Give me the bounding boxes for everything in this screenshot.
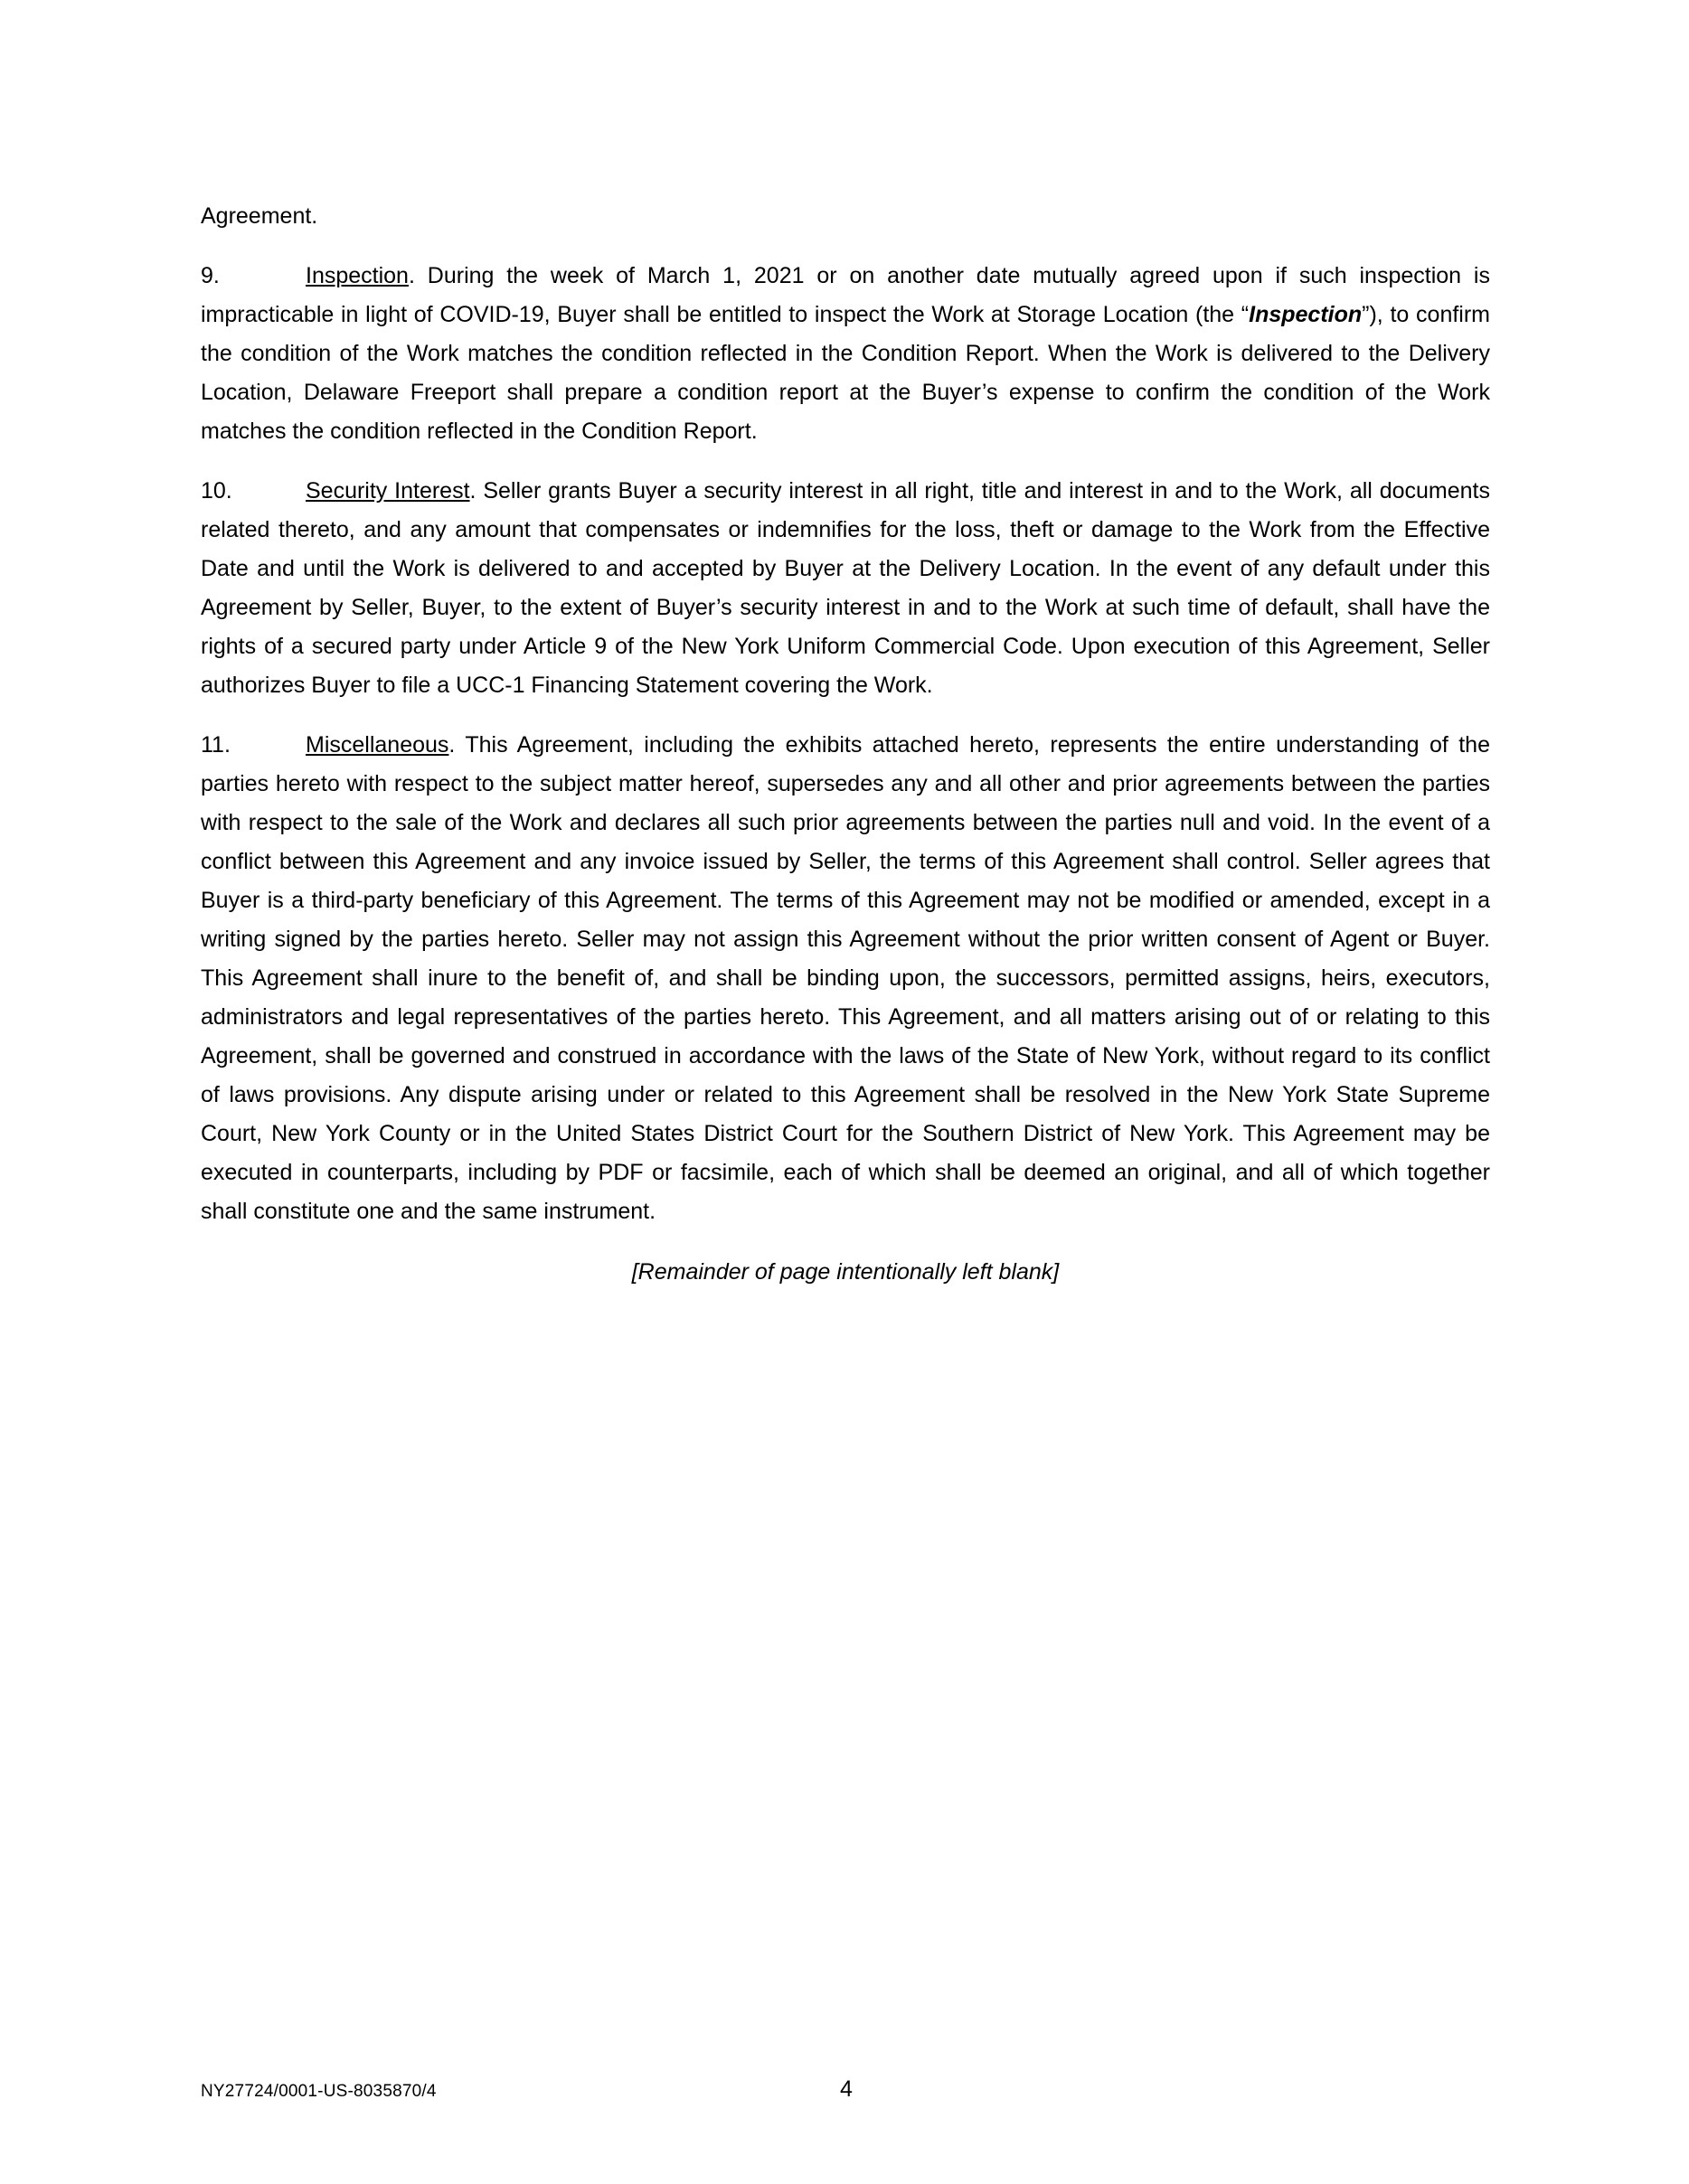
- footer-page-number: 4: [840, 2076, 853, 2102]
- text-segment: Miscellaneous: [306, 732, 449, 758]
- page-footer: [201, 2076, 1492, 2113]
- text-segment: . Seller grants Buyer a security interest in all right, title and interest in and to the Work, all documents related thereto, and any amount that compensates or indemnifies for the loss, theft or damage to the Work from the Effective Date and until the Work is delivered to and accepted by Buyer at the Delivery Location. In the event of any default under this Agreement by Seller, Buyer, to the extent of Buyer’s security interest in and to the Work at such time of default, shall have the rights of a secured party under Article 9 of the New York Uniform Commercial Code. Upon execution of this Agreement, Seller authorizes Buyer to file a UCC-1 Financing Statement covering the Work.: [201, 478, 1490, 698]
- section-paragraph: [201, 472, 1490, 705]
- text-segment: . During the week of March 1, 2021 or on another date mutually agreed upon if such inspection is impracticable in light of COVID-19, Buyer shall be entitled to inspect the Work at Storage Location (the “: [201, 263, 1490, 327]
- section-number: 10.: [201, 478, 232, 504]
- section-number: 9.: [201, 263, 220, 288]
- intro-line: Agreement.: [201, 203, 318, 229]
- section-paragraph: [201, 257, 1490, 451]
- text-segment: Inspection: [1249, 302, 1363, 327]
- text-segment: Security Interest: [306, 478, 470, 504]
- sections: [201, 257, 1490, 1231]
- text-segment: . This Agreement, including the exhibits attached hereto, represents the entire understanding of the parties hereto with respect to the subject matter hereof, supersedes any and all other and prior agreements between the parties with respect to the sale of the Work and declares all such prior agreements between the parties null and void. In the event of a conflict between this Agreement and any invoice issued by Seller, the terms of this Agreement shall control. Seller agrees that Buyer is a third-party beneficiary of this Agreement. The terms of this Agreement may not be modified or amended, except in a writing signed by the parties hereto. Seller may not assign this Agreement without the prior written consent of Agent or Buyer. This Agreement shall inure to the benefit of, and shall be binding upon, the successors, permitted assigns, heirs, executors, administrators and legal representatives of the parties hereto. This Agreement, and all matters arising out of or relating to this Agreement, shall be governed and construed in accordance with the laws of the State of New York, without regard to its conflict of laws provisions. Any dispute arising under or related to this Agreement shall be resolved in the New York State Supreme Court, New York County or in the United States District Court for the Southern District of New York. This Agreement may be executed in counterparts, including by PDF or facsimile, each of which shall be deemed an original, and all of which together shall constitute one and the same instrument.: [201, 732, 1490, 1224]
- text-segment: Inspection: [306, 263, 409, 288]
- section-paragraph: [201, 726, 1490, 1231]
- section-number: 11.: [201, 732, 231, 758]
- remainder-note: [Remainder of page intentionally left blank]: [631, 1259, 1060, 1285]
- footer-document-id: NY27724/0001-US-8035870/4: [201, 2082, 437, 2101]
- text-segment: ”), to confirm the condition of the Work matches the condition reflected in the Condition Report. When the Work is delivered to the Delivery Location, Delaware Freeport shall prepare a condition report at the Buyer’s expense to confirm the condition of the Work matches the condition reflected in the Condition Report.: [201, 302, 1491, 444]
